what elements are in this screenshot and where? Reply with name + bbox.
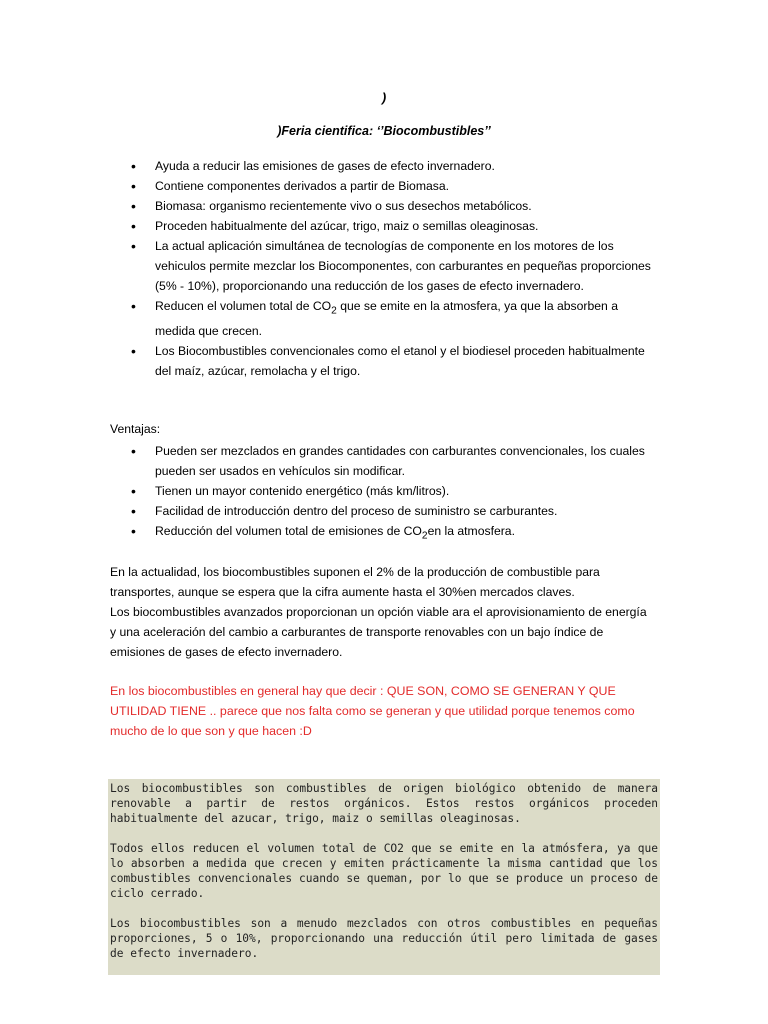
list-item xyxy=(131,196,651,216)
ventajas-heading: Ventajas: xyxy=(110,422,161,436)
list-item-text: Tienen un mayor contenido energético (más km/litros). xyxy=(155,484,450,498)
list-item xyxy=(131,441,651,481)
list-item-text: Facilidad de introducción dentro del proceso de suministro se carburantes. xyxy=(155,504,558,518)
list-item-text: Contiene componentes derivados a partir de Biomasa. xyxy=(155,179,450,193)
box-paragraph: Los biocombustibles son a menudo mezclados con otros combustibles en pequeñas proporciones, 5 o 10%, proporcionando una reducción útil pero limitada de gases de efecto invernadero. xyxy=(110,917,658,960)
list-item xyxy=(131,236,651,296)
subscript: 2 xyxy=(421,530,428,542)
list-item xyxy=(131,481,651,501)
list-item-text-after: en la atmosfera. xyxy=(427,524,515,538)
list-item xyxy=(131,216,651,236)
paragraph-line: Los biocombustibles avanzados proporcionan un opción viable ara el aprovisionamiento de energía y una aceleración del cambio a carburantes de transporte renovables con un bajo índice de emisiones de gases de efecto invernadero. xyxy=(110,605,647,659)
list-item xyxy=(131,156,651,176)
list-item xyxy=(131,176,651,196)
paragraph-line: En la actualidad, los biocombustibles suponen el 2% de la producción de combustible para transportes, aunque se espera que la cifra aumente hasta el 30%en mercados claves. xyxy=(110,565,600,599)
box-paragraph: Todos ellos reducen el volumen total de CO2 que se emite en la atmósfera, ya que lo absorben a medida que crecen y emiten prácticamente la misma cantidad que los combustibles convencionales cuando se queman, por lo que se produce un proceso de ciclo cerrado. xyxy=(110,842,658,900)
stray-parenthesis: ) xyxy=(381,90,387,105)
list-item-text-before: Reducción del volumen total de emisiones de CO xyxy=(155,524,422,538)
page-title: )Feria cientifica: ‘’Biocombustibles’’ xyxy=(277,124,491,138)
intro-bullet-list xyxy=(131,156,651,381)
list-item xyxy=(131,521,651,546)
list-item-text: Proceden habitualmente del azúcar, trigo, maiz o semillas oleaginosas. xyxy=(155,219,539,233)
list-item-text: Biomasa: organismo recientemente vivo o sus desechos metabólicos. xyxy=(155,199,532,213)
list-item-text: Los Biocombustibles convencionales como el etanol y el biodiesel proceden habitualmente del maíz, azúcar, remolacha y el trigo. xyxy=(155,344,645,379)
ventajas-bullet-list xyxy=(131,441,651,546)
review-comment: En los biocombustibles en general hay que decir : QUE SON, COMO SE GENERAN Y QUE UTILIDAD TIENE .. parece que nos falta como se generan y que utilidad porque tenemos como mucho de lo que son y que hacen :D xyxy=(110,684,635,738)
list-item-text: Pueden ser mezclados en grandes cantidades con carburantes convencionales, los cuales pueden ser usados en vehículos sin modificar. xyxy=(155,444,645,478)
list-item xyxy=(131,501,651,521)
list-item-text-before: Reducen el volumen total de CO xyxy=(155,299,332,313)
list-item-text: Ayuda a reducir las emisiones de gases de efecto invernadero. xyxy=(155,159,495,173)
highlighted-text-box xyxy=(108,779,660,975)
box-paragraph: Los biocombustibles son combustibles de origen biológico obtenido de manera renovable a partir de restos orgánicos. Estos restos orgánicos proceden habitualmente del azucar, trigo, maiz o semillas oleaginosas. xyxy=(110,782,658,825)
actualidad-paragraph xyxy=(110,562,655,662)
subscript: 2 xyxy=(331,305,337,317)
list-item xyxy=(131,296,651,341)
list-item-text: La actual aplicación simultánea de tecnologías de componente en los motores de los vehiculos permite mezclar los Biocomponentes, con carburantes en pequeñas proporciones (5% - 10%), proporcionando una reducción de los gases de efecto invernadero. xyxy=(155,239,651,293)
list-item-text-after: que se emite en la atmosfera, ya que la absorben a medida que crecen. xyxy=(155,299,618,339)
list-item xyxy=(131,341,651,381)
